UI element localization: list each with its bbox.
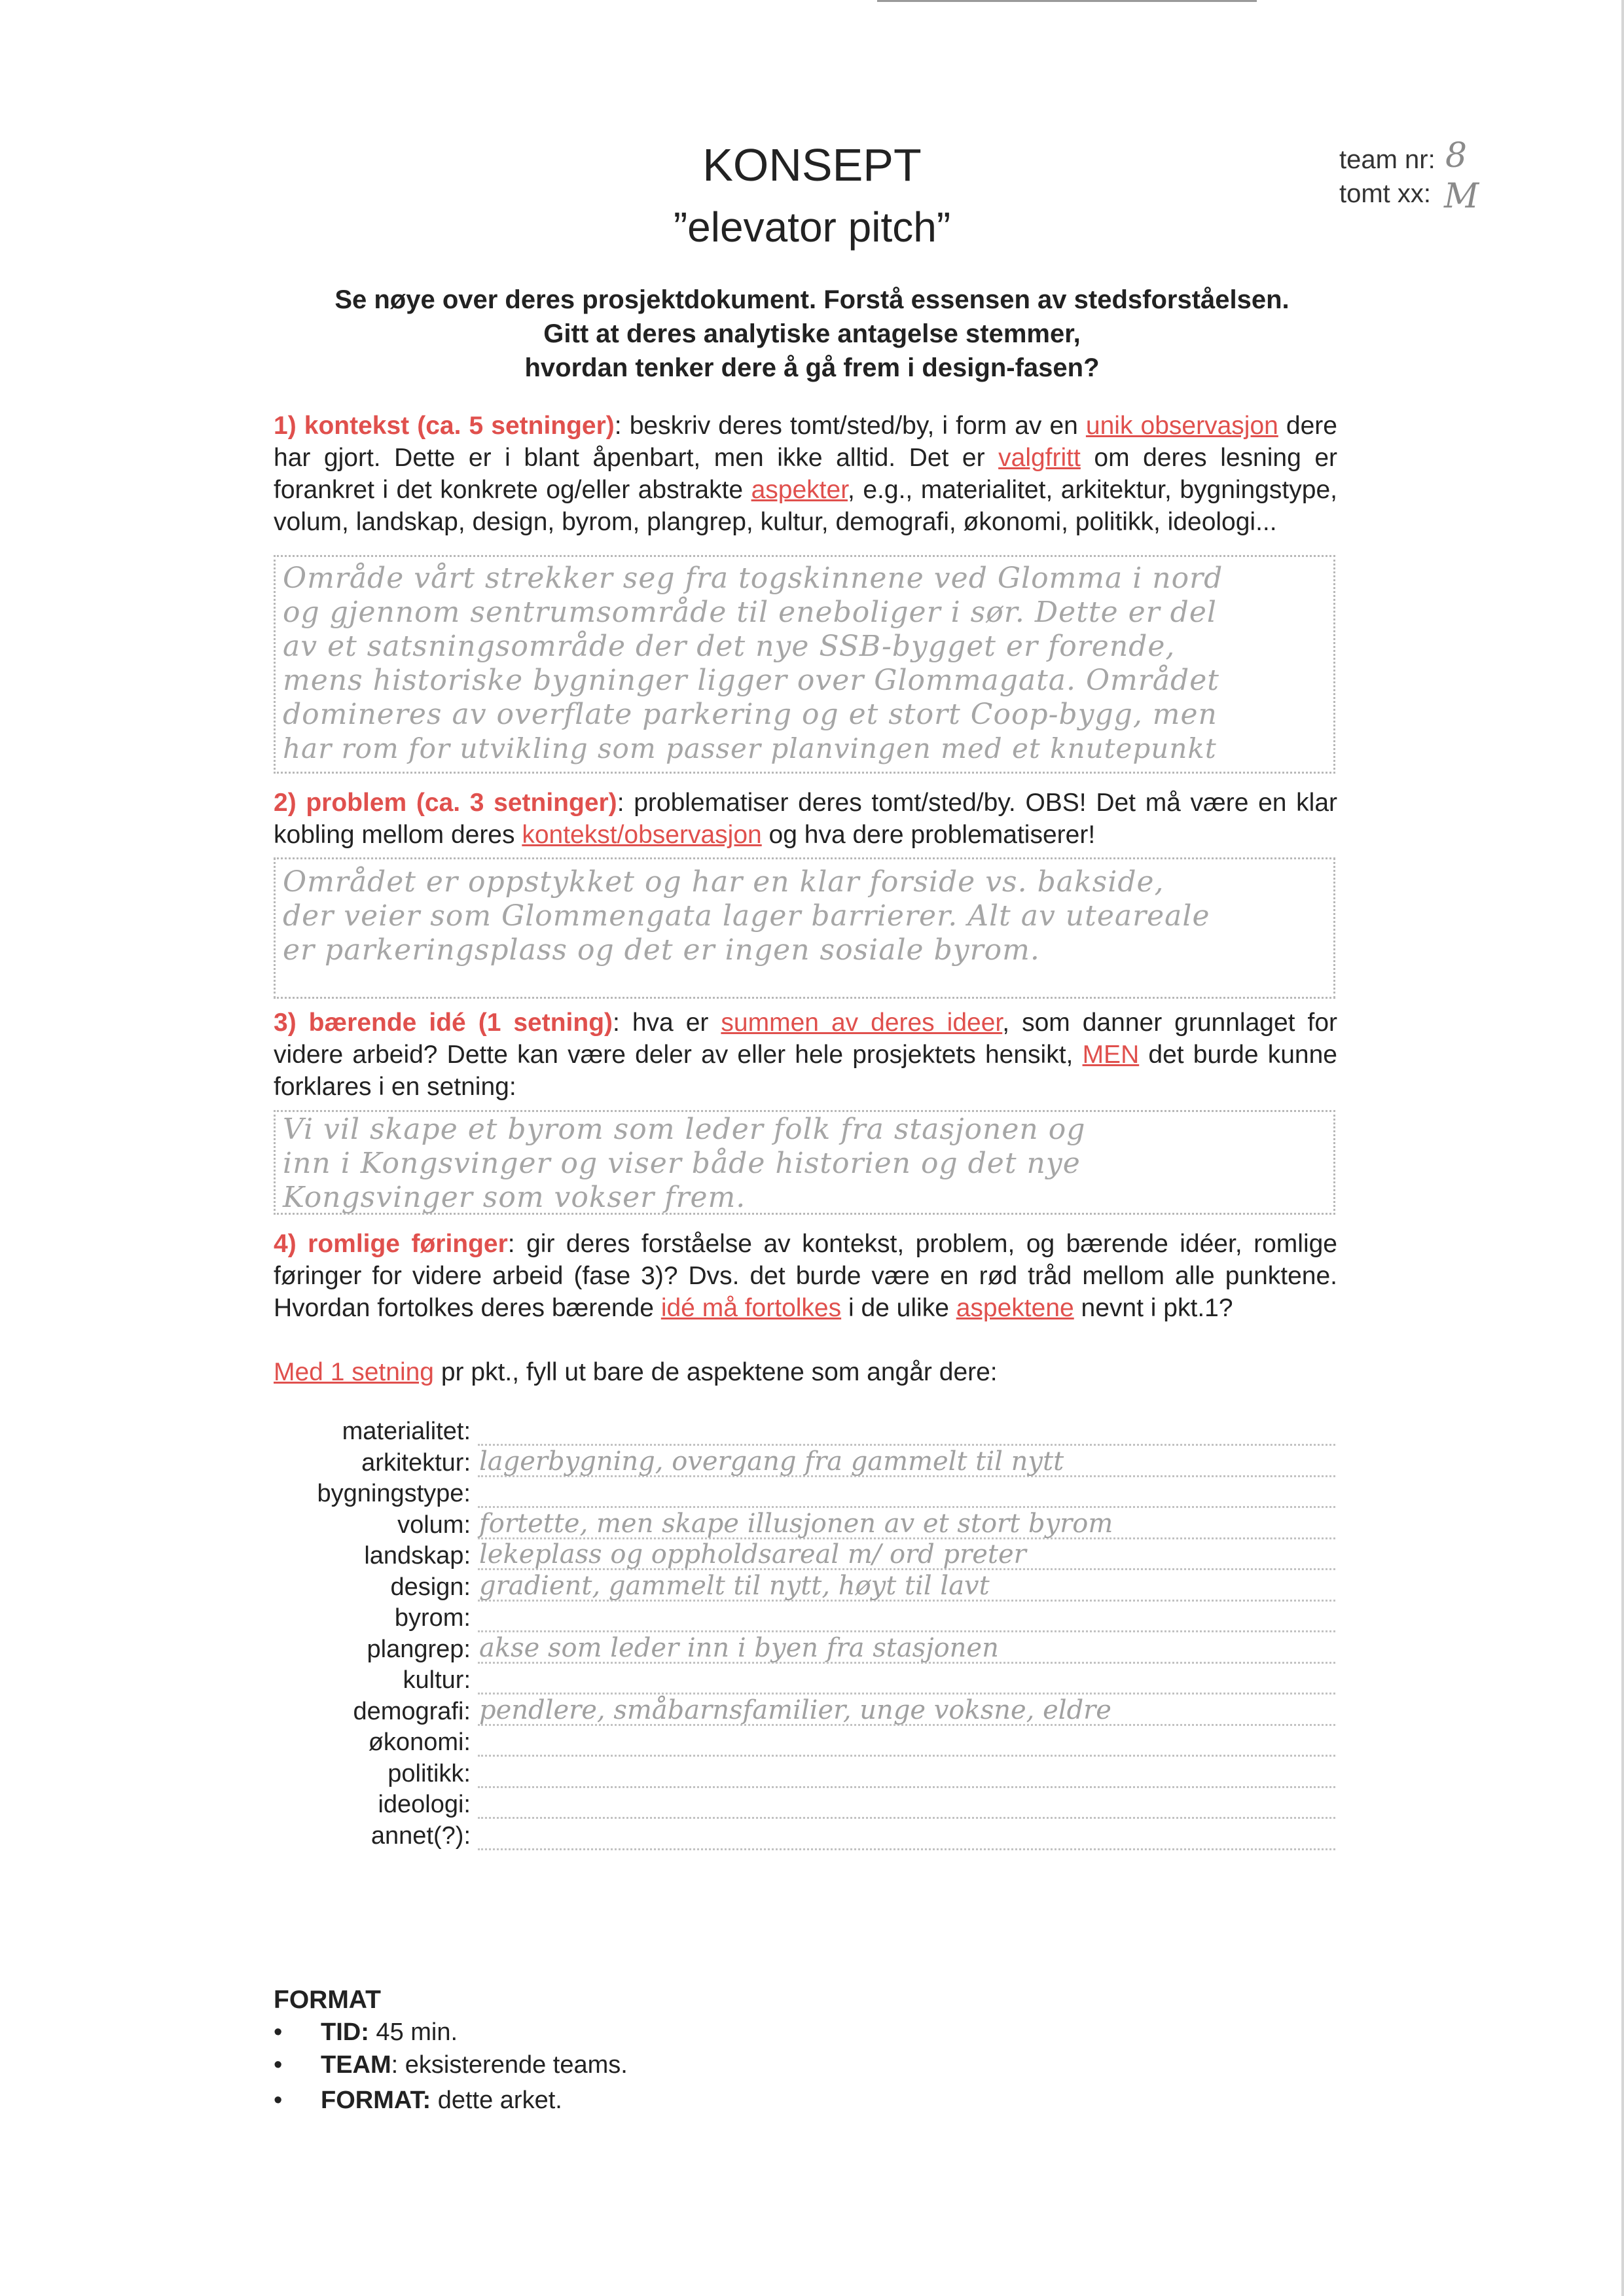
aspect-label: demografi: xyxy=(353,1698,471,1725)
team-label: team nr: xyxy=(1339,145,1435,174)
answer-line: av et satsningsområde der det nye SSB-bygget er forende, xyxy=(283,630,1176,663)
answer-line: Området er oppstykket og har en klar forside vs. bakside, xyxy=(283,865,1164,899)
aspect-label: design: xyxy=(390,1573,471,1601)
link-aspekter: aspekter xyxy=(751,476,848,504)
section-kontekst-heading: 1) kontekst (ca. 5 setninger) xyxy=(274,412,615,440)
format-item xyxy=(274,2018,458,2047)
aspect-label: bygningstype: xyxy=(317,1480,471,1507)
aspect-label: politikk: xyxy=(388,1760,471,1787)
link-kontekst-observasjon: kontekst/observasjon xyxy=(522,821,762,849)
instruction-text: pr pkt., fyll ut bare de aspektene som angår dere: xyxy=(434,1358,998,1386)
aspect-value: lagerbygning, overgang fra gammelt til nytt xyxy=(479,1446,1064,1477)
section-problem xyxy=(274,787,1337,851)
section-romlige-foringer-heading: 4) romlige føringer xyxy=(274,1230,508,1258)
section-text: : beskriv deres tomt/sted/by, i form av en xyxy=(614,412,1086,440)
link-men: MEN xyxy=(1082,1041,1140,1069)
aspect-value: fortette, men skape illusjonen av et stort byrom xyxy=(479,1509,1113,1539)
section-text: nevnt i pkt.1? xyxy=(1074,1294,1233,1322)
aspect-input-line[interactable] xyxy=(478,1755,1335,1757)
aspect-label: materialitet: xyxy=(342,1418,471,1445)
section-baerende-ide xyxy=(274,1007,1337,1103)
answer-line: og gjennom sentrumsområde til eneboliger i sør. Dette er del xyxy=(283,596,1217,629)
aspect-input-line[interactable] xyxy=(478,1630,1335,1632)
format-item xyxy=(274,2051,628,2079)
intro-line-3: hvordan tenker dere å gå frem i design-fasen? xyxy=(524,353,1100,382)
aspect-label: annet(?): xyxy=(370,1822,471,1850)
scan-top-edge xyxy=(877,0,1257,2)
section-text: , e.g., materialitet, arkitektur, bygningstype, volum, landskap, design, byrom, plangrep, kultur, demografi, økonomi, politikk, ideologi... xyxy=(274,476,1337,536)
format-item xyxy=(274,2087,562,2115)
link-summen-av-ideer: summen av deres ideer xyxy=(721,1009,1003,1037)
format-heading: FORMAT xyxy=(274,1986,381,2014)
aspect-input-line[interactable] xyxy=(478,1693,1335,1695)
section-text: dere har gjort. Dette er i blant åpenbart, men ikke alltid. Det er xyxy=(274,412,1337,472)
section-text: : gir deres forståelse av kontekst, problem, og bærende idéer, romlige føringer for videre arbeid (fase 3)? Dvs. det burde være en rød tråd mellom alle punktene. Hvordan fortolkes deres bærende xyxy=(274,1230,1337,1322)
format-key: TID: xyxy=(321,2018,369,2046)
section-text: : hva er xyxy=(613,1009,721,1037)
aspect-input-line[interactable] xyxy=(478,1786,1335,1788)
section-text: og hva dere problematiserer! xyxy=(761,821,1096,849)
aspect-label: landskap: xyxy=(364,1542,471,1570)
aspect-label: volum: xyxy=(397,1511,471,1539)
intro-line-2: Gitt at deres analytiske antagelse stemmer, xyxy=(543,319,1081,348)
answer-line: der veier som Glommengata lager barrierer. Alt av uteareale xyxy=(283,899,1210,933)
format-key: FORMAT: xyxy=(321,2087,431,2114)
aspect-value: gradient, gammelt til nytt, høyt til lavt xyxy=(479,1571,990,1601)
answer-line: mens historiske bygninger ligger over Glommagata. Området xyxy=(283,664,1219,697)
answer-line: Kongsvinger som vokser frem. xyxy=(283,1181,746,1214)
link-aspektene: aspektene xyxy=(956,1294,1074,1322)
page-subtitle: ”elevator pitch” xyxy=(673,204,951,251)
section-problem-heading: 2) problem (ca. 3 setninger) xyxy=(274,789,617,817)
tomt-label: tomt xx: xyxy=(1339,179,1432,208)
link-med-1-setning: Med 1 setning xyxy=(274,1358,434,1386)
format-text: : eksisterende teams. xyxy=(391,2051,628,2079)
team-value: 8 xyxy=(1445,136,1468,175)
section-text: i de ulike xyxy=(841,1294,956,1322)
aspect-label: kultur: xyxy=(403,1666,471,1694)
tomt-value: M xyxy=(1444,177,1479,216)
bullet: • xyxy=(274,2018,283,2046)
answer-problem xyxy=(283,865,1396,967)
aspect-input-line[interactable] xyxy=(478,1848,1335,1850)
section-text: det burde kunne forklares i en setning: xyxy=(274,1041,1337,1101)
section-text: : problematiser deres tomt/sted/by. OBS! Det må være en klar kobling mellom deres xyxy=(274,789,1337,849)
aspect-label: økonomi: xyxy=(368,1729,471,1756)
link-unik-observasjon: unik observasjon xyxy=(1085,412,1278,440)
intro-line-1: Se nøye over deres prosjektdokument. Forstå essensen av stedsforståelsen. xyxy=(334,285,1290,314)
aspect-input-line[interactable] xyxy=(478,1444,1335,1446)
answer-line: er parkeringsplass og det er ingen sosiale byrom. xyxy=(283,933,1040,967)
link-valgfritt: valgfritt xyxy=(998,444,1081,472)
aspect-input-line[interactable] xyxy=(478,1506,1335,1508)
aspect-label: ideologi: xyxy=(378,1791,471,1818)
aspect-label: byrom: xyxy=(394,1604,471,1632)
answer-line: inn i Kongsvinger og viser både historien og det nye xyxy=(283,1147,1081,1180)
intro-text xyxy=(0,283,1624,385)
instruction-line xyxy=(274,1356,998,1388)
section-romlige-foringer xyxy=(274,1228,1337,1324)
bullet: • xyxy=(274,2087,283,2114)
section-text: om deres lesning er forankret i det konkrete og/eller abstrakte xyxy=(274,444,1338,504)
aspect-value: lekeplass og oppholdsareal m/ ord preter xyxy=(479,1539,1026,1570)
aspect-input-line[interactable] xyxy=(478,1817,1335,1819)
answer-baerende-ide xyxy=(283,1113,1396,1215)
aspect-value: pendlere, småbarnsfamilier, unge voksne, eldre xyxy=(479,1695,1111,1725)
answer-kontekst xyxy=(283,562,1396,766)
page-title: KONSEPT xyxy=(702,139,922,190)
aspect-label: plangrep: xyxy=(367,1636,471,1663)
answer-line: Område vårt strekker seg fra togskinnene ved Glomma i nord xyxy=(283,562,1223,595)
format-text: 45 min. xyxy=(369,2018,458,2046)
answer-line: har rom for utvikling som passer planvingen med et knutepunkt xyxy=(283,732,1217,764)
section-kontekst xyxy=(274,410,1337,538)
format-key: TEAM xyxy=(321,2051,391,2079)
section-baerende-ide-heading: 3) bærende idé (1 setning) xyxy=(274,1009,613,1037)
section-text: , som danner grunnlaget for videre arbeid? Dette kan være deler av eller hele prosjektets hensikt, xyxy=(274,1009,1337,1069)
answer-line: domineres av overflate parkering og et stort Coop-bygg, men xyxy=(283,698,1218,731)
answer-line: Vi vil skape et byrom som leder folk fra stasjonen og xyxy=(283,1113,1086,1146)
aspect-value: akse som leder inn i byen fra stasjonen xyxy=(479,1633,999,1663)
aspect-label: arkitektur: xyxy=(361,1449,471,1477)
link-ide-ma-fortolkes: idé må fortolkes xyxy=(660,1294,842,1322)
bullet: • xyxy=(274,2051,283,2079)
format-text: dette arket. xyxy=(431,2087,562,2114)
